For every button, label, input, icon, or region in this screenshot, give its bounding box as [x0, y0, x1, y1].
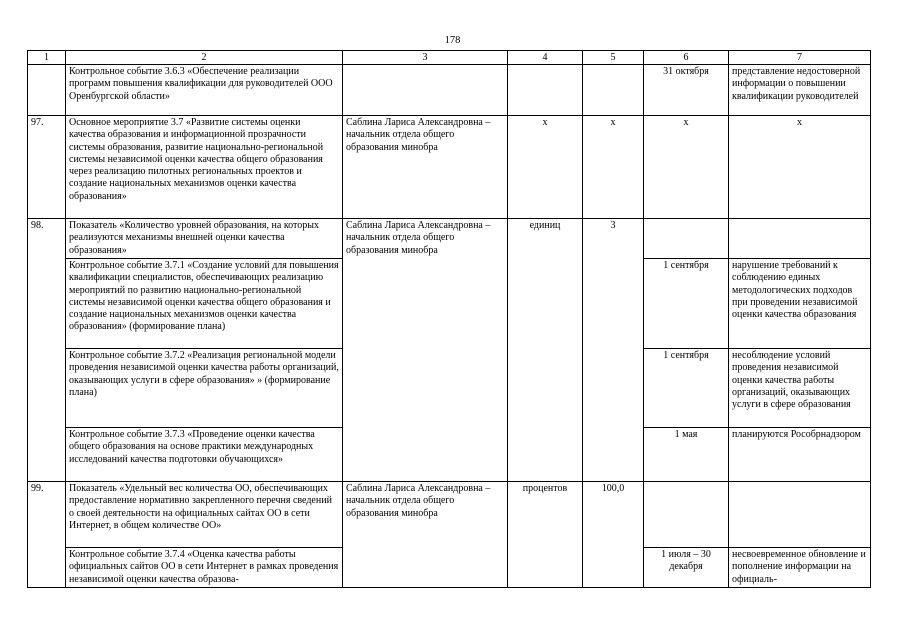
unit-cell: х	[508, 116, 583, 219]
deadline-cell	[644, 482, 729, 548]
row-number-cell: 98.	[28, 219, 66, 482]
column-header-4: 4	[508, 51, 583, 65]
row-number-cell: 99.	[28, 482, 66, 588]
deadline-cell: 1 сентября	[644, 259, 729, 349]
value-cell: х	[583, 116, 644, 219]
value-cell: 3	[583, 219, 644, 482]
table-row	[28, 219, 871, 259]
column-header-6: 6	[644, 51, 729, 65]
responsible-cell: Саблина Лариса Александровна – начальник отдела общего образования минобра	[343, 219, 508, 482]
column-header-5: 5	[583, 51, 644, 65]
unit-cell: процентов	[508, 482, 583, 588]
column-header-7: 7	[729, 51, 871, 65]
risk-cell: несоблюдение условий проведения независимой оценки качества работы организаций, оказывающих услуги в сфере образования	[729, 349, 871, 428]
responsible-cell: Саблина Лариса Александровна – начальник отдела общего образования минобра	[343, 482, 508, 588]
risk-cell: нарушение требований к соблюдению единых методологических подходов при проведении независимой оценки качества образования	[729, 259, 871, 349]
event-3-6-3-text: Контрольное событие 3.6.3 «Обеспечение реализации программ повышения квалификации для руководителей ООО Оренбургской области»	[66, 65, 343, 116]
column-header-2: 2	[66, 51, 343, 65]
indicator-text: Показатель «Количество уровней образования, на которых реализуются механизмы внешней оценки качества образования»	[66, 219, 343, 259]
table-row	[28, 65, 871, 116]
deadline-cell: 1 июля – 30 декабря	[644, 548, 729, 588]
deadline-cell	[644, 219, 729, 259]
risk-cell: несвоевременное обновление и пополнение информации на официаль-	[729, 548, 871, 588]
document-table	[27, 50, 871, 588]
unit-cell: единиц	[508, 219, 583, 482]
deadline-cell: 1 сентября	[644, 349, 729, 428]
deadline-cell: 1 мая	[644, 428, 729, 482]
indicator-text: Показатель «Удельный вес количества ОО, обеспечивающих предоставление нормативно закрепленного перечня сведений о своей деятельности на официальных сайтах ОО в сети Интернет, в общем количестве ОО»	[66, 482, 343, 548]
page-number: 178	[444, 35, 461, 46]
risk-cell	[729, 219, 871, 259]
table-row	[28, 116, 871, 219]
row-number-cell	[28, 65, 66, 116]
event-3-7-3-text: Контрольное событие 3.7.3 «Проведение оценки качества общего образования на основе практики международных исследований качества подготовки обучающихся»	[66, 428, 343, 482]
risk-cell: представление недостоверной информации о повышении квалификации руководителей	[729, 65, 871, 116]
responsible-cell: Саблина Лариса Александровна – начальник отдела общего образования минобра	[343, 116, 508, 219]
column-header-1: 1	[28, 51, 66, 65]
responsible-cell	[343, 65, 508, 116]
value-cell	[583, 65, 644, 116]
deadline-cell: 31 октября	[644, 65, 729, 116]
row-number-cell: 97.	[28, 116, 66, 219]
event-3-7-1-text: Контрольное событие 3.7.1 «Создание условий для повышения квалификации специалистов, обеспечивающих реализацию мероприятий по развитию национально-региональной системы независимой оценки качества общего образования и создание национальных механизмов оценки качества образования» (формирование плана)	[66, 259, 343, 349]
column-number-row	[28, 51, 871, 65]
table-row	[28, 482, 871, 548]
risk-cell: х	[729, 116, 871, 219]
value-cell: 100,0	[583, 482, 644, 588]
activity-3-7-text: Основное мероприятие 3.7 «Развитие системы оценки качества образования и информационной прозрачности системы образования, развитие национально-региональной системы независимой оценки качества общего образования через реализацию пилотных региональных проектов и создание национальных механизмов оценки качества образования»	[66, 116, 343, 219]
unit-cell	[508, 65, 583, 116]
column-header-3: 3	[343, 51, 508, 65]
event-3-7-2-text: Контрольное событие 3.7.2 «Реализация региональной модели проведения независимой оценки качества работы организаций, оказывающих услуги в сфере образования» » (формирование плана)	[66, 349, 343, 428]
deadline-cell: х	[644, 116, 729, 219]
risk-cell	[729, 482, 871, 548]
risk-cell: планируются Рособрнадзором	[729, 428, 871, 482]
event-3-7-4-text: Контрольное событие 3.7.4 «Оценка качества работы официальных сайтов ОО в сети Интернет в рамках проведения независимой оценки качества образова-	[66, 548, 343, 588]
